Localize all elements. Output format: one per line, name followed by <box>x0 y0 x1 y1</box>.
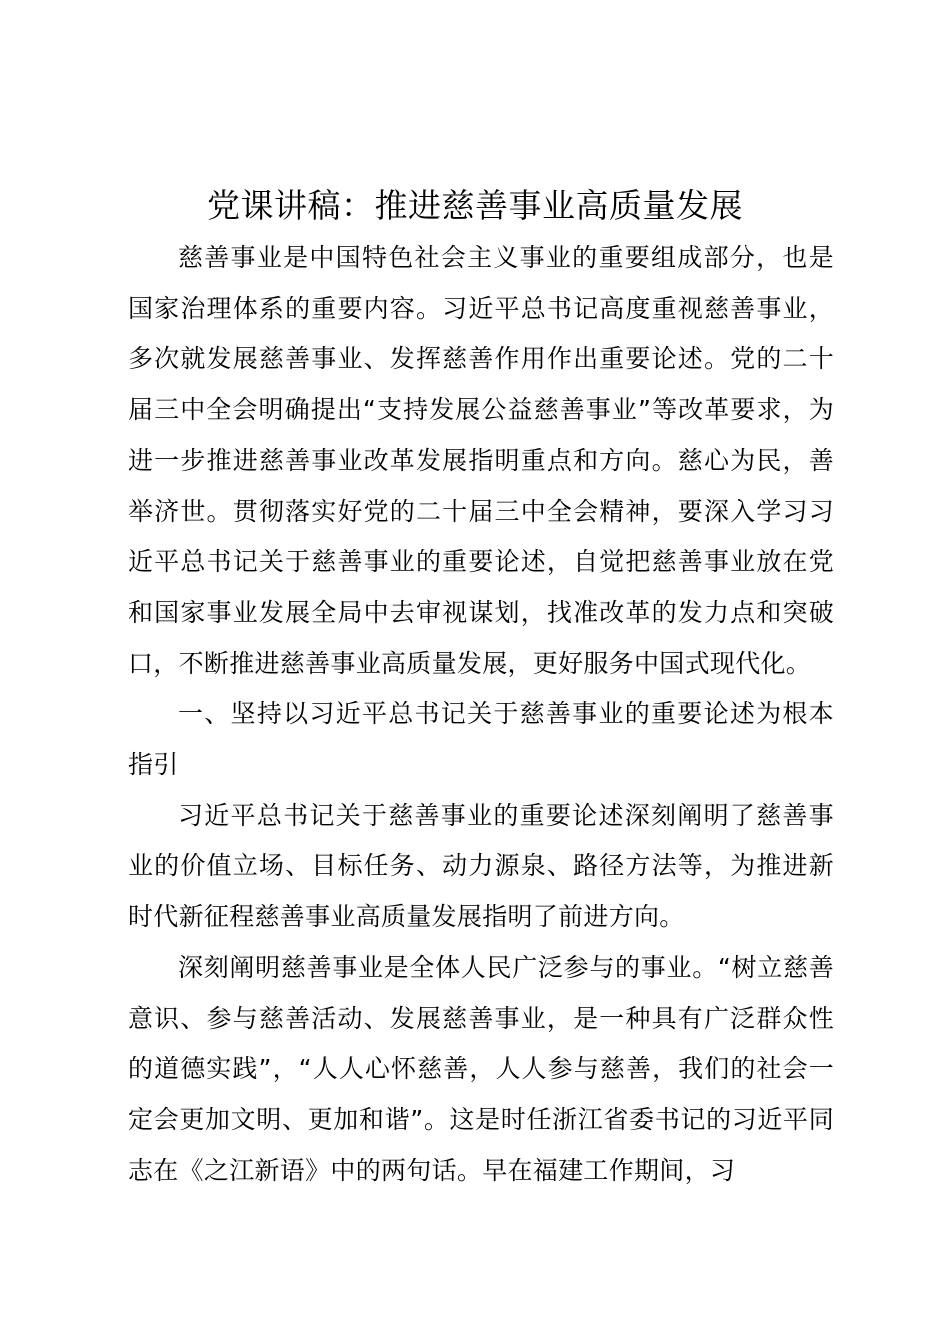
section-heading-1: 一、坚持以习近平总书记关于慈善事业的重要论述为根本指引 <box>128 699 834 780</box>
document-title: 党课讲稿：推进慈善事业高质量发展 <box>207 186 743 225</box>
paragraph-intro: 慈善事业是中国特色社会主义事业的重要组成部分，也是国家治理体系的重要内容。习近平总书记高度重视慈善事业，多次就发展慈善事业、发挥慈善作用作出重要论述。党的二十届三中全会明确提出“支持发展公益慈善事业”等改革要求，为进一步推进慈善事业改革发展指明重点和方向。慈心为民，善举济世。贯彻落实好党的二十届三中全会精神，要深入学习习近平总书记关于慈善事业的重要论述，自觉把慈善事业放在党和国家事业发展全局中去审视谋划，找准改革的发力点和突破口，不断推进慈善事业高质量发展，更好服务中国式现代化。 <box>128 243 834 678</box>
paragraph-participation: 深刻阐明慈善事业是全体人民广泛参与的事业。“树立慈善意识、参与慈善活动、发展慈善事业，是一种具有广泛群众性的道德实践”，“人人心怀慈善，人人参与慈善，我们的社会一定会更加文明、更加和谐”。这是时任浙江省委书记的习近平同志在《之江新语》中的两句话。早在福建工作期间，习 <box>128 952 834 1185</box>
document-body <box>128 233 834 1196</box>
paragraph-section-1-summary: 习近平总书记关于慈善事业的重要论述深刻阐明了慈善事业的价值立场、目标任务、动力源泉、路径方法等，为推进新时代新征程慈善事业高质量发展指明了前进方向。 <box>128 800 834 932</box>
